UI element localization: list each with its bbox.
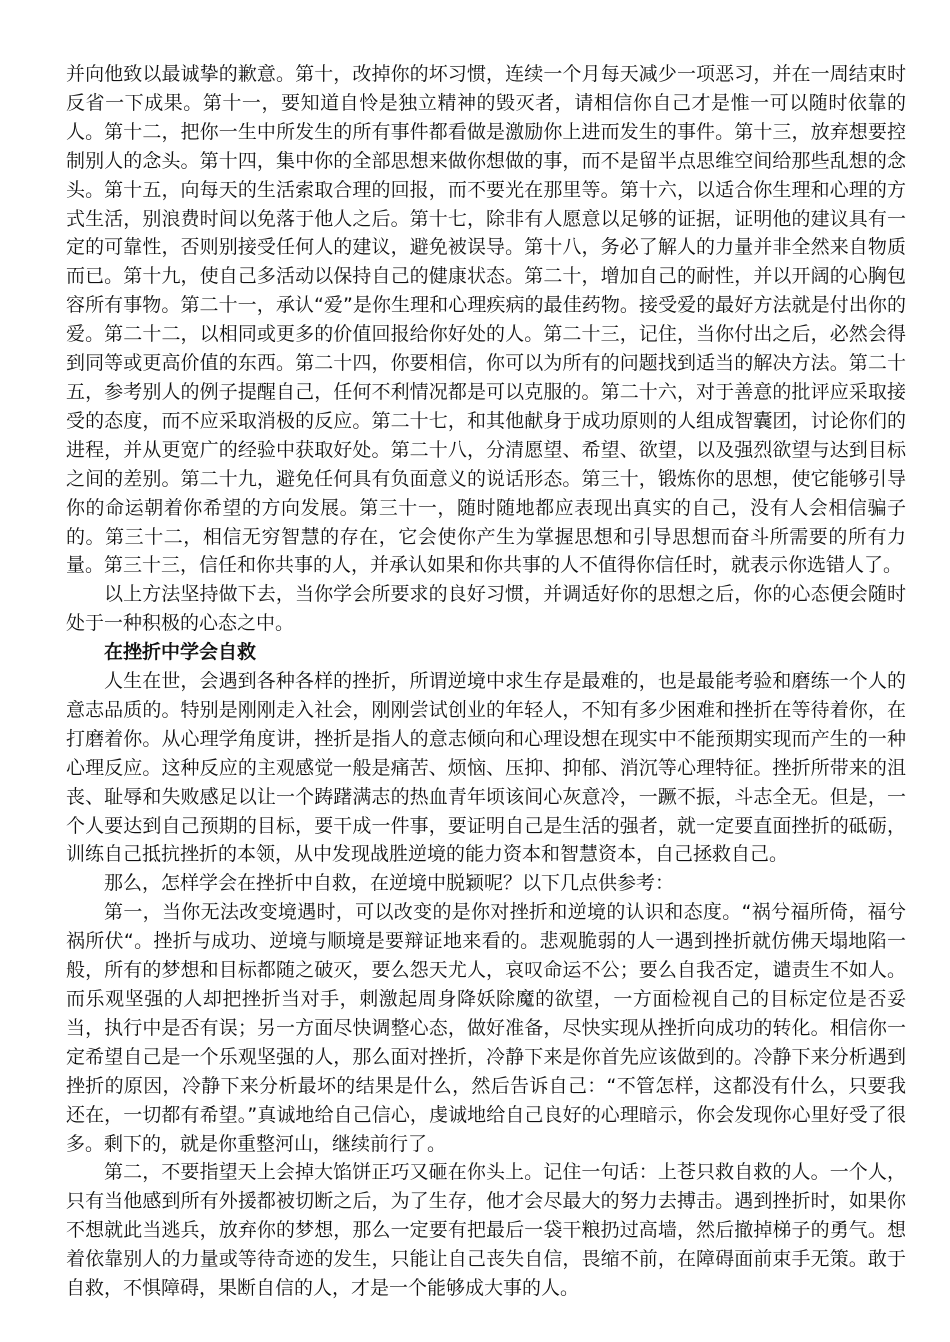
document-page <box>66 60 906 1303</box>
paragraph-question: 那么，怎样学会在挫折中自救，在逆境中脱颖呢？以下几点供参考： <box>104 872 675 895</box>
paragraph-habits-list: 并向他致以最诚挚的歉意。第十，改掉你的坏习惯，连续一个月每天减少一项恶习，并在一周结束时反省一下成果。第十一，要知道自怜是独立精神的毁灭者，请相信你自己才是惟一可以随时依靠的人。第十二，把你一生中所发生的所有事件都看做是激励你上进而发生的事件。第十三，放弃想要控制别人的念头。第十四，集中你的全部思想来做你想做的事，而不是留半点思维空间给那些乱想的念头。第十五，向每天的生活索取合理的回报，而不要光在那里等。第十六，以适合你生理和心理的方式生活，别浪费时间以免落于他人之后。第十七，除非有人愿意以足够的证据，证明他的建议具有一定的可靠性，否则别接受任何人的建议，避免被误导。第十八，务必了解人的力量并非全然来自物质而已。第十九，使自己多活动以保持自己的健康状态。第二十，增加自己的耐性，并以开阔的心胸包容所有事物。第二十一，承认“爱”是你生理和心理疾病的最佳药物。接受爱的最好方法就是付出你的爱。第二十二，以相同或更多的价值回报给你好处的人。第二十三，记住，当你付出之后，必然会得到同等或更高价值的东西。第二十四，你要相信，你可以为所有的问题找到适当的解决方法。第二十五，参考别人的例子提醒自己，任何不利情况都是可以克服的。第二十六，对于善意的批评应采取接受的态度，而不应采取消极的反应。第二十七，和其他献身于成功原则的人组成智囊团，讨论你们的进程，并从更宽广的经验中获取好处。第二十八，分清愿望、希望、欲望，以及强烈欲望与达到目标之间的差别。第二十九，避免任何具有负面意义的说话形态。第三十，锻炼你的思想，使它能够引导你的命运朝着你希望的方向发展。第三十一，随时随地都应表现出真实的自己，没有人会相信骗子的。第三十二，相信无穷智慧的存在，它会使你产生为掌握思想和引导思想而奋斗所需要的所有力量。第三十三，信任和你共事的人，并承认如果和你共事的人不值得你信任时，就表示你选错人了。 <box>66 63 906 577</box>
paragraph-point-one: 第一，当你无法改变境遇时，可以改变的是你对挫折和逆境的认识和态度。“祸兮福所倚，福兮祸所伏“。挫折与成功、逆境与顺境是要辩证地来看的。悲观脆弱的人一遇到挫折就仿佛天塌地陷一般，所有的梦想和目标都随之破灭，要么怨天尤人，哀叹命运不公；要么自我否定，谴责生不如人。而乐观坚强的人却把挫折当对手，刺激起周身降妖除魔的欲望，一方面检视自己的目标定位是否妥当，执行中是否有误；另一方面尽快调整心态，做好准备，尽快实现从挫折向成功的转化。相信你一定希望自己是一个乐观坚强的人，那么面对挫折，冷静下来是你首先应该做到的。冷静下来分析遇到挫折的原因，冷静下来分析最坏的结果是什么，然后告诉自己：“不管怎样，这都没有什么，只要我还在，一切都有希望。”真诚地给自己信心，虔诚地给自己良好的心理暗示，你会发现你心里好受了很多。剩下的，就是你重整河山，继续前行了。 <box>66 901 906 1155</box>
paragraph-intro-setbacks: 人生在世，会遇到各种各样的挫折，所谓逆境中求生存是最难的，也是最能考验和磨练一个人的意志品质的。特别是刚刚走入社会，刚刚尝试创业的年轻人，不知有多少困难和挫折在等待着你，在打磨着你。从心理学角度讲，挫折是指人的意志倾向和心理设想在现实中不能预期实现而产生的一种心理反应。这种反应的主观感觉一般是痛苦、烦恼、压抑、抑郁、消沉等心理特征。挫折所带来的沮丧、耻辱和失败感足以让一个踌躇满志的热血青年顷该间心灰意冷，一蹶不振，斗志全无。但是，一个人要达到自己预期的目标，要干成一件事，要证明自己是生活的强者，就一定要直面挫折的砥砺，训练自己抵抗挫折的本领，从中发现战胜逆境的能力资本和智慧资本，自己拯救自己。 <box>66 670 906 866</box>
section-heading: 在挫折中学会自救 <box>104 641 257 664</box>
paragraph-point-two: 第二，不要指望天上会掉大馅饼正巧又砸在你头上。记住一句话：上苍只救自救的人。一个人，只有当他感到所有外援都被切断之后，为了生存，他才会尽最大的努力去搏击。遇到挫折时，如果你不想就此当逃兵，放弃你的梦想，那么一定要有把最后一袋干粮扔过高墙，然后撤掉梯子的勇气。想着依靠别人的力量或等待奇迹的发生，只能让自己丧失自信，畏缩不前，在障碍面前束手无策。敢于自救，不惧障碍，果断自信的人，才是一个能够成大事的人。 <box>66 1161 906 1300</box>
paragraph-summary: 以上方法坚持做下去，当你学会所要求的良好习惯，并调适好你的思想之后，你的心态便会随时处于一种积极的心态之中。 <box>66 583 906 635</box>
